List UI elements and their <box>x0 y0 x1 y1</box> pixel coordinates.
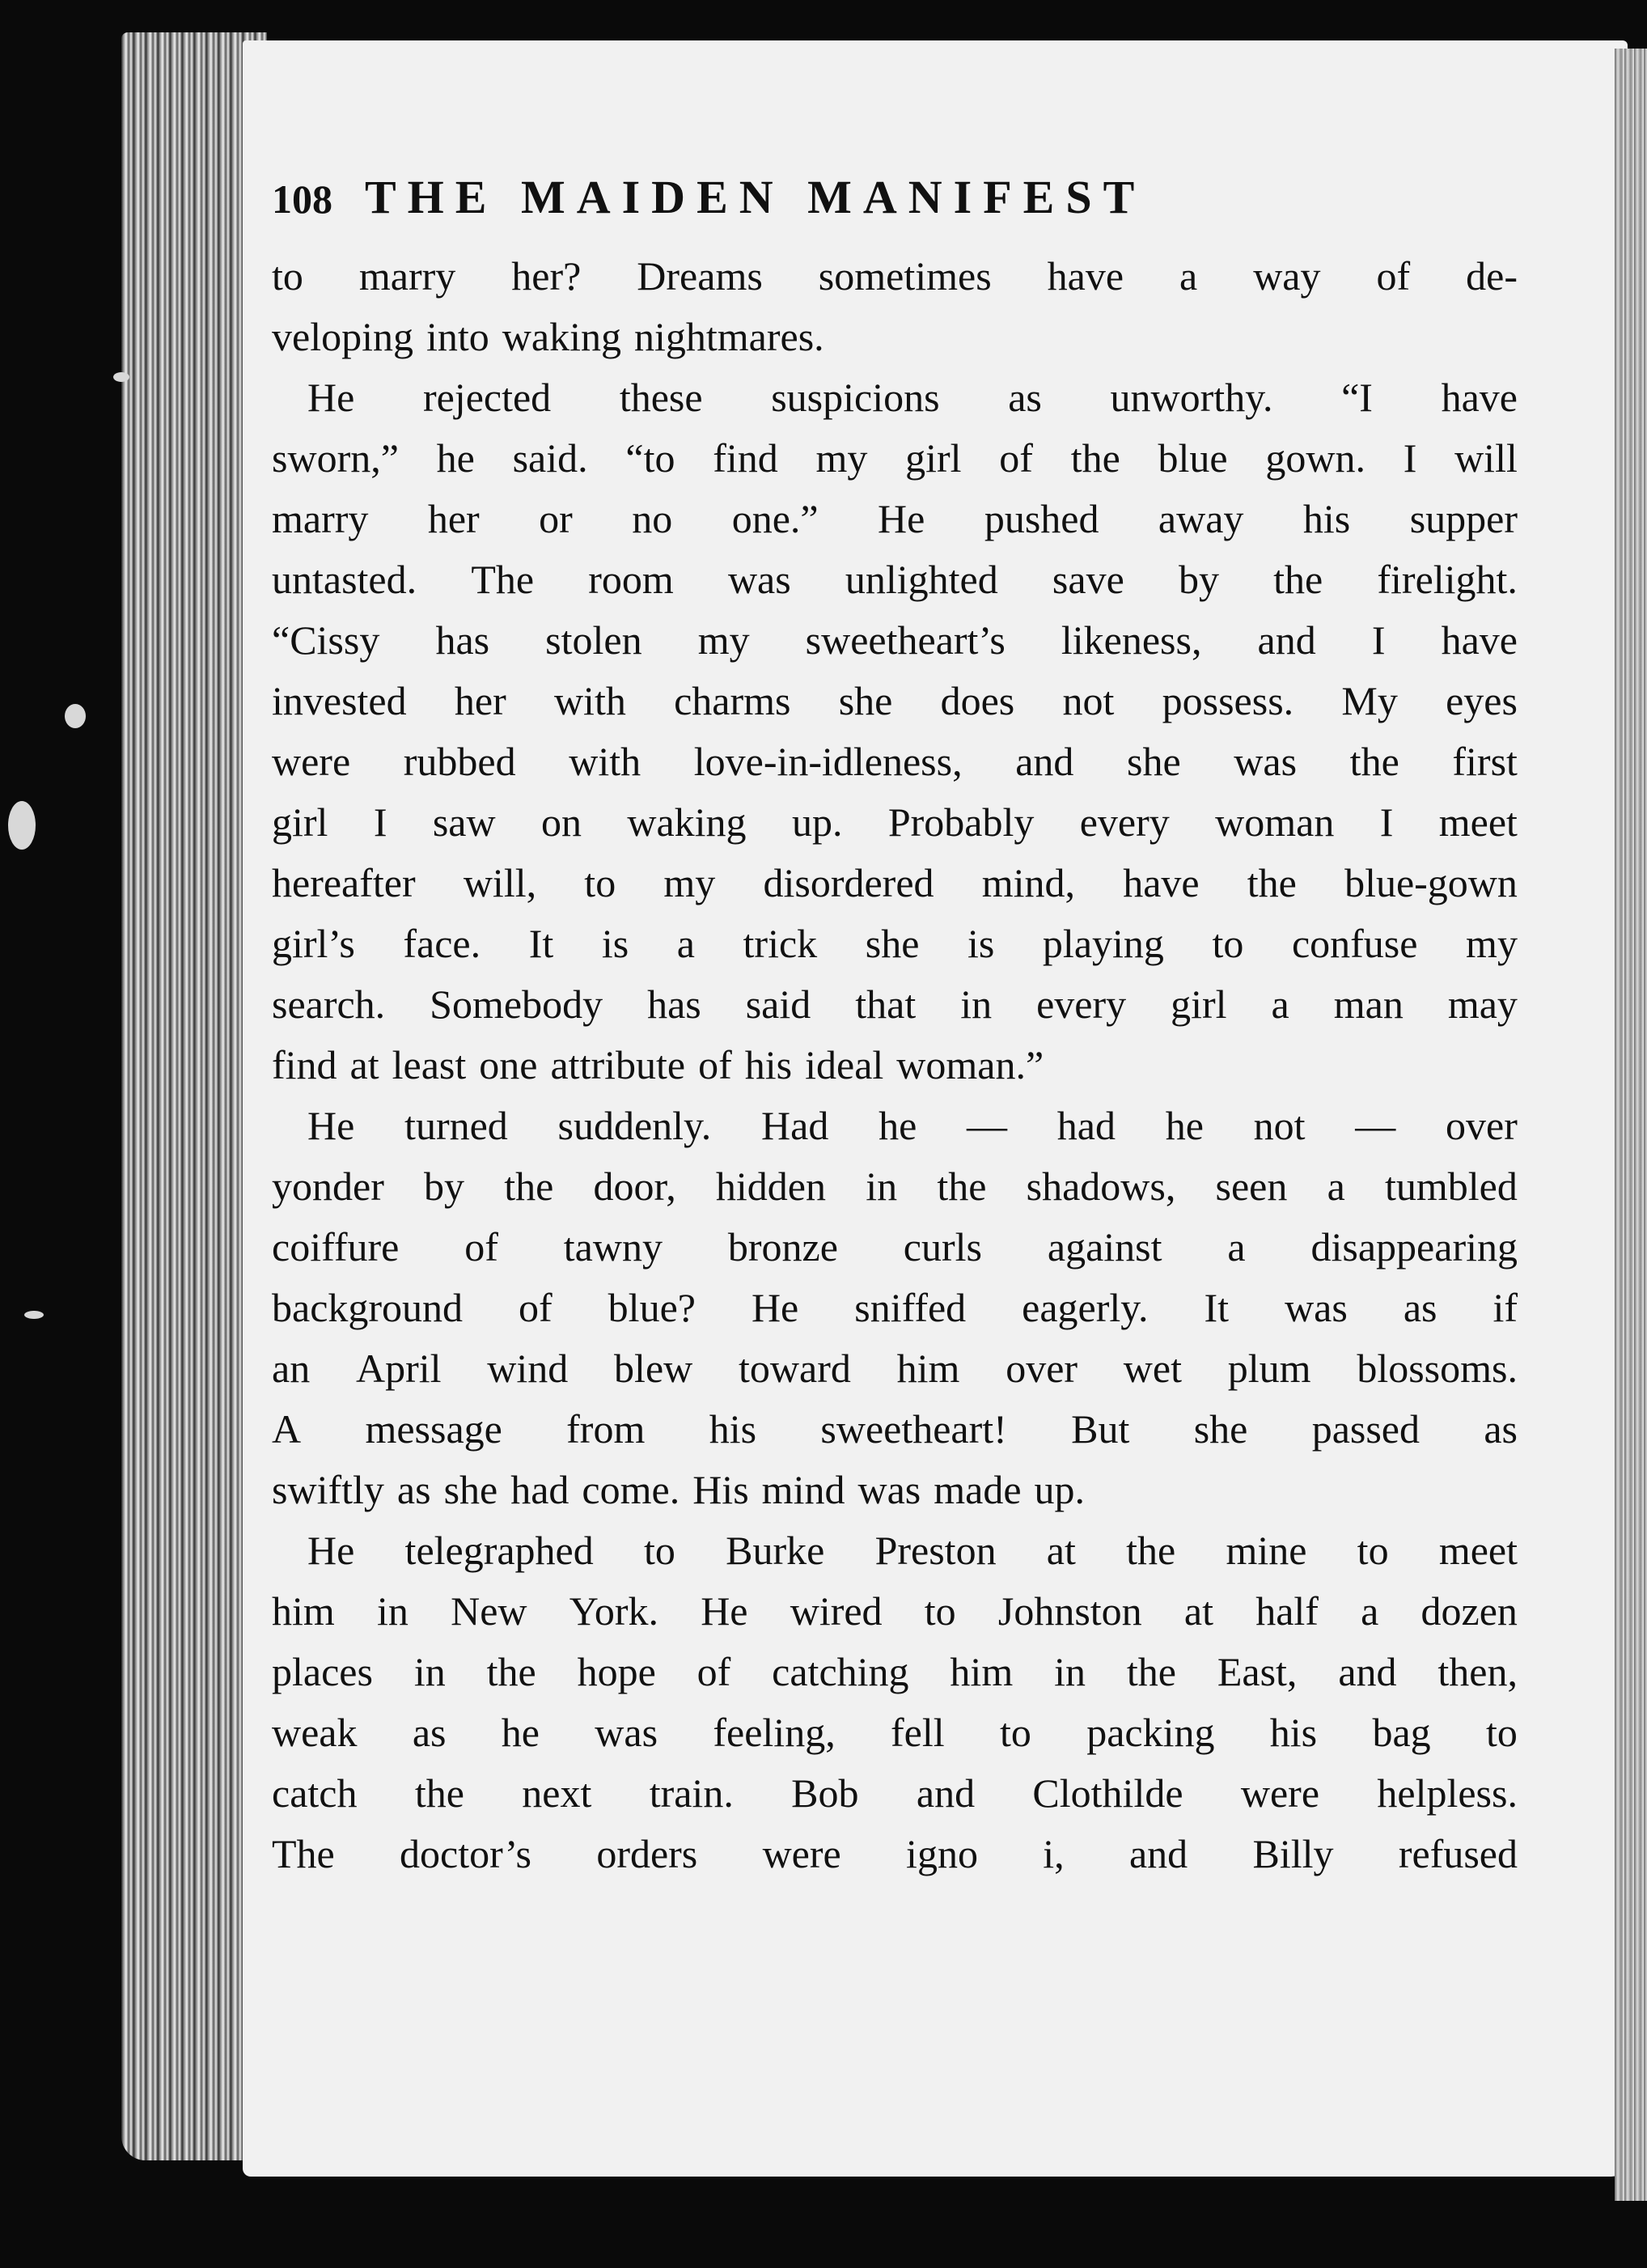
text-line: to marry her? Dreams sometimes have a way of de- <box>272 253 1518 299</box>
text-line: marry her or no one.” He pushed away his supper <box>272 496 1518 541</box>
text-line: “Cissy has stolen my sweetheart’s likeness, and I have <box>272 617 1518 663</box>
text-line: hereafter will, to my disordered mind, have the blue-gown <box>272 860 1518 905</box>
text-line: The doctor’s orders were igno i, and Billy refused <box>272 1831 1518 1876</box>
page-text <box>272 170 1518 1884</box>
text-line: sworn,” he said. “to find my girl of the blue gown. I will <box>272 435 1518 481</box>
text-line: find at least one attribute of his ideal woman.” <box>272 1042 1044 1087</box>
text-line: places in the hope of catching him in the East, and then, <box>272 1649 1518 1694</box>
text-line: yonder by the door, hidden in the shadows, seen a tumbled <box>272 1164 1518 1209</box>
text-line: invested her with charms she does not possess. My eyes <box>272 678 1518 723</box>
text-line: He telegraphed to Burke Preston at the mine to meet <box>307 1528 1518 1573</box>
text-line: coiffure of tawny bronze curls against a disappearing <box>272 1224 1518 1270</box>
page-number: 108 <box>272 176 332 222</box>
scan-speck <box>65 704 86 728</box>
text-line: background of blue? He sniffed eagerly. It was as if <box>272 1285 1518 1330</box>
text-line: girl I saw on waking up. Probably every woman I meet <box>272 799 1518 845</box>
text-line: untasted. The room was unlighted save by the firelight. <box>272 557 1518 602</box>
running-head-title: THE MAIDEN MANIFEST <box>365 171 1146 223</box>
text-line: search. Somebody has said that in every girl a man may <box>272 981 1518 1027</box>
text-line: A message from his sweetheart! But she passed as <box>272 1406 1518 1452</box>
text-line: an April wind blew toward him over wet plum blossoms. <box>272 1346 1518 1391</box>
text-line: He rejected these suspicions as unworthy. “I have <box>307 375 1518 420</box>
page-right-edge <box>1615 49 1647 2201</box>
text-line: were rubbed with love-in-idleness, and she was the first <box>272 739 1518 784</box>
text-line: He turned suddenly. Had he — had he not — over <box>307 1103 1518 1148</box>
body-text <box>272 246 1518 1884</box>
scan-speck <box>113 372 129 382</box>
scan-speck <box>8 801 36 850</box>
text-line: weak as he was feeling, fell to packing his bag to <box>272 1710 1518 1755</box>
text-line: catch the next train. Bob and Clothilde were helpless. <box>272 1770 1518 1816</box>
text-line: him in New York. He wired to Johnston at half a dozen <box>272 1588 1518 1634</box>
scan-speck <box>24 1311 44 1319</box>
running-head <box>272 170 1518 243</box>
text-line: veloping into waking nightmares. <box>272 314 824 359</box>
text-line: girl’s face. It is a trick she is playing to confuse my <box>272 921 1518 966</box>
text-line: swiftly as she had come. His mind was made up. <box>272 1467 1086 1512</box>
